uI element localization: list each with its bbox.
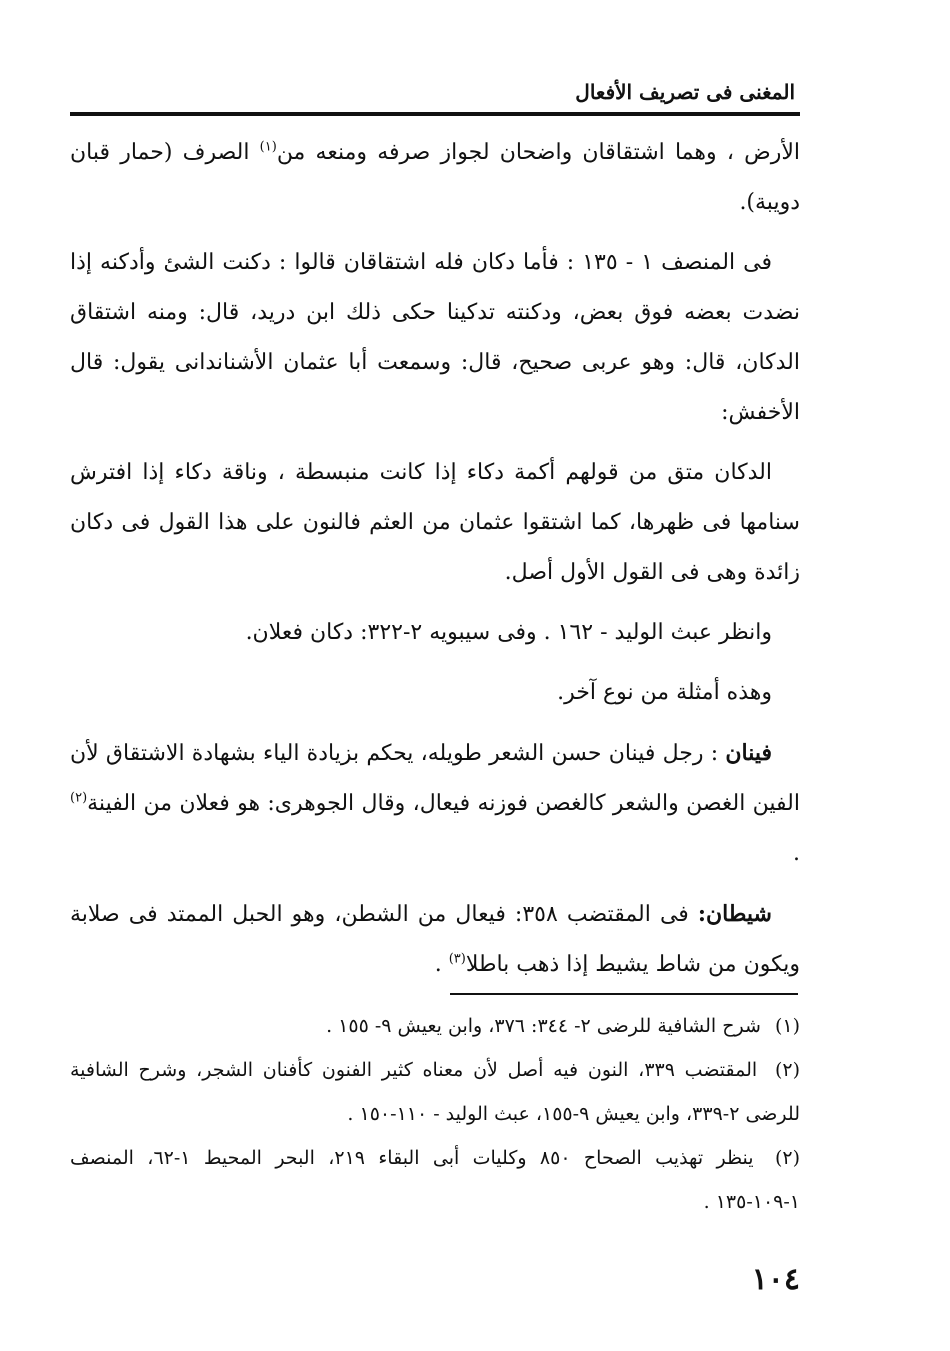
footnote-ref-1: (١)	[259, 139, 277, 155]
paragraph-6-text-a: : رجل فينان حسن الشعر طويله، يحكم بزيادة الياء بشهادة الاشتقاق لأن الفين الغصن والشعر كالغصن فوزنه فيعال، وقال الجوهرى: هو فعلان من الفينة	[70, 741, 800, 816]
footnote	[70, 1136, 800, 1224]
footnote-number: (١)	[774, 1015, 800, 1037]
paragraph-7	[70, 889, 800, 990]
footnote-text: شرح الشافية للرضى ٢- ٣٤٤: ٣٧٦، وابن يعيش ٩- ١٥٥ .	[326, 1015, 761, 1037]
paragraph-2: فى المنصف ١ - ١٣٥ : فأما دكان فله اشتقاقان قالوا : دكنت الشئ وأدكنه إذا نضدت بعضه فوق بعض، ودكنته تدكينا حكى ذلك ابن دريد، قال: ومنه اشتقاق الدكان، قال: وهو عربى صحيح، قال: وسمعت أبا عثمان الأشناندانى يقول: قال الأخفش:	[70, 250, 800, 425]
footnote	[70, 1004, 800, 1048]
paragraph-5: وهذه أمثلة من نوع آخر.	[557, 680, 772, 705]
header-rule	[70, 112, 800, 116]
term-shaitan: شيطان:	[697, 901, 772, 927]
paragraph-1-text-a: الأرض ، وهما اشتقاقان واضحان لجواز صرفه ومنعه من	[276, 140, 800, 165]
footnote-ref-3: (٣)	[448, 951, 466, 967]
footnote-ref-2: (٢)	[70, 790, 88, 806]
page-number: ١٠٤	[751, 1262, 800, 1297]
footnote-separator	[450, 993, 798, 995]
paragraph-1	[70, 128, 800, 228]
paragraph-3: الدكان متق من قولهم أكمة دكاء إذا كانت منبسطة ، وناقة دكاء إذا افترش سنامها فى ظهرها، كما اشتقوا عثمان من العثم فالنون على هذا القول فى دكان زائدة وهى فى القول الأول أصل.	[70, 460, 800, 585]
footnote-text: ينظر تهذيب الصحاح ٨٥٠ وكليات أبى البقاء ٢١٩، البحر المحيط ١-٦٢، المنصف ١-١٠٩-١٣٥ .	[70, 1147, 800, 1213]
footnote-number: (٢)	[774, 1147, 800, 1169]
paragraph-7-text-a: فى المقتضب ٣٥٨: فيعال من الشطن، وهو الحبل الممتد فى صلابة ويكون من شاط يشيط إذا ذهب باطلا	[70, 902, 800, 977]
footnote-text: المقتضب ٣٣٩، النون فيه أصل لأن معناه كثير الفنون كأفنان الشجر، وشرح الشافية للرضى ٢-٣٣٩، وابن يعيش ٩-١٥٥، عبث الوليد - ١١٠-١٥٠ .	[70, 1059, 800, 1125]
footnote-number: (٢)	[774, 1059, 800, 1081]
running-head: المغنى فى تصريف الأفعال	[575, 80, 795, 104]
paragraph-4: وانظر عبث الوليد - ١٦٢ . وفى سيبويه ٢-٣٢٢: دكان فعلان.	[245, 620, 772, 645]
main-text	[70, 128, 800, 1000]
paragraph-1-text-b: الصرف (حمار قبان دويبة).	[70, 140, 800, 215]
footnote	[70, 1048, 800, 1136]
paragraph-6	[70, 728, 800, 879]
term-fainan: فينان	[725, 740, 772, 766]
paragraph-7-text-b: .	[434, 952, 449, 977]
footnotes	[70, 1004, 800, 1224]
paragraph-6-text-b: .	[793, 841, 800, 866]
